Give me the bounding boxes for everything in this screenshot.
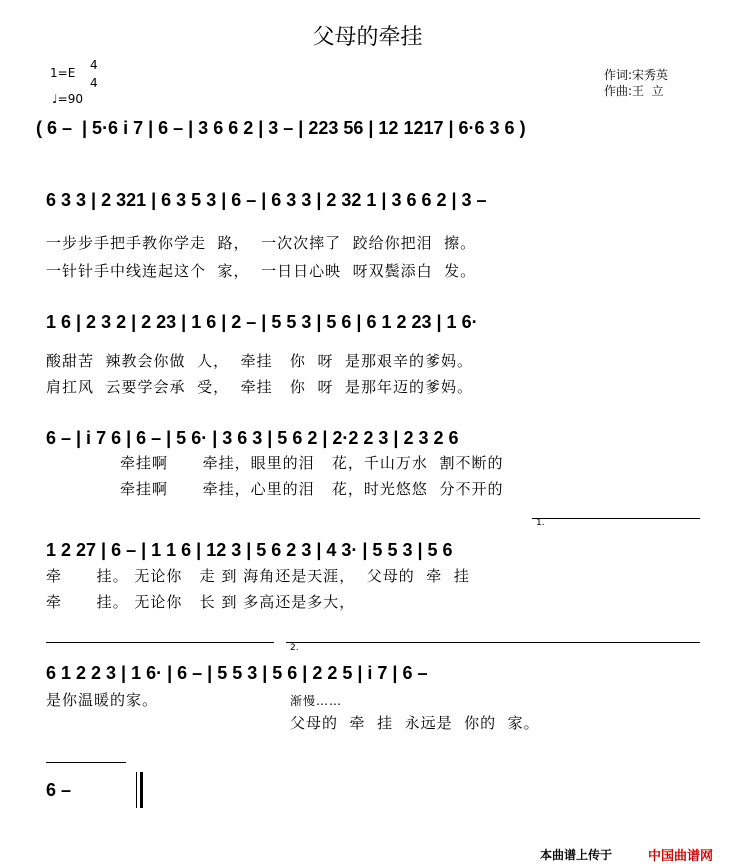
notation-row-intro: ( 6 – | 5·6 i 7 | 6 – | 3 6 6 2 | 3 – | 223 56 | 12 1217 | 6·6 3 6 )	[36, 118, 526, 138]
site-logo[interactable]: 中国曲谱网	[648, 849, 714, 864]
volta-bracket-end	[46, 762, 126, 763]
notation-row-1: 6 3 3 | 2 321 | 6 3 5 3 | 6 – | 6 3 3 | 2 32 1 | 3 6 6 2 | 3 –	[46, 190, 487, 210]
lyric-row-2-verse-2: 肩扛风 云要学会承 受， 牵挂 你 呀 是那年迈的爹妈。	[46, 378, 473, 396]
upload-note: 本曲谱上传于	[540, 848, 613, 862]
notation-row-6: 6 –	[46, 780, 72, 800]
volta-first-label: 1.	[536, 518, 545, 528]
key-signature: 1=E	[50, 66, 76, 80]
lyric-row-2-verse-1: 酸甜苦 辣教会你做 人， 牵挂 你 呀 是那艰辛的爹妈。	[46, 352, 473, 370]
volta-bracket-first	[532, 518, 700, 519]
time-signature-bottom: 4	[90, 76, 98, 90]
volta-bracket-first-end	[46, 642, 274, 643]
score-title: 父母的牵挂	[312, 25, 423, 50]
notation-row-3: 6 – | i 7 6 | 6 – | 5 6· | 3 6 3 | 5 6 2 | 2·2 2 3 | 2 3 2 6	[46, 428, 459, 448]
ritardando-marking: 渐慢……	[290, 694, 343, 708]
lyric-row-1-verse-2: 一针针手中线连起这个 家， 一日日心映 呀双鬓添白 发。	[46, 262, 477, 280]
notation-row-4: 1 2 27 | 6 – | 1 1 6 | 12 3 | 5 6 2 3 | 4 3· | 5 5 3 | 5 6	[46, 540, 453, 560]
time-signature-top: 4	[90, 58, 98, 72]
volta-bracket-second	[286, 642, 700, 643]
volta-second-label: 2.	[290, 643, 299, 653]
notation-row-2: 1 6 | 2 3 2 | 2 23 | 1 6 | 2 – | 5 5 3 | 5 6 | 6 1 2 23 | 1 6·	[46, 312, 478, 332]
lyric-row-4-verse-1: 牵 挂。 无论你 走 到 海角还是天涯， 父母的 牵 挂	[46, 567, 470, 585]
tempo-marking: ♩=90	[52, 92, 83, 106]
lyric-row-5-verse-1: 是你温暖的家。	[46, 691, 159, 709]
final-barline-thin	[136, 772, 137, 808]
lyric-row-5-second-ending: 父母的 牵 挂 永远是 你的 家。	[290, 714, 540, 732]
notation-row-5: 6 1 2 2 3 | 1 6· | 6 – | 5 5 3 | 5 6 | 2 2 5 | i 7 | 6 –	[46, 663, 428, 683]
lyric-row-3-verse-1: 牵挂啊 牵挂，眼里的泪 花，千山万水 割不断的	[120, 454, 504, 472]
lyric-row-3-verse-2: 牵挂啊 牵挂，心里的泪 花，时光悠悠 分不开的	[120, 480, 504, 498]
final-barline-thick	[140, 772, 143, 808]
lyric-row-1-verse-1: 一步步手把手教你学走 路， 一次次摔了 跤给你把泪 擦。	[46, 234, 477, 252]
composer: 作曲:王 立	[604, 84, 664, 98]
lyricist: 作词:宋秀英	[604, 68, 669, 82]
lyric-row-4-verse-2: 牵 挂。 无论你 长 到 多高还是多大，	[46, 593, 356, 611]
